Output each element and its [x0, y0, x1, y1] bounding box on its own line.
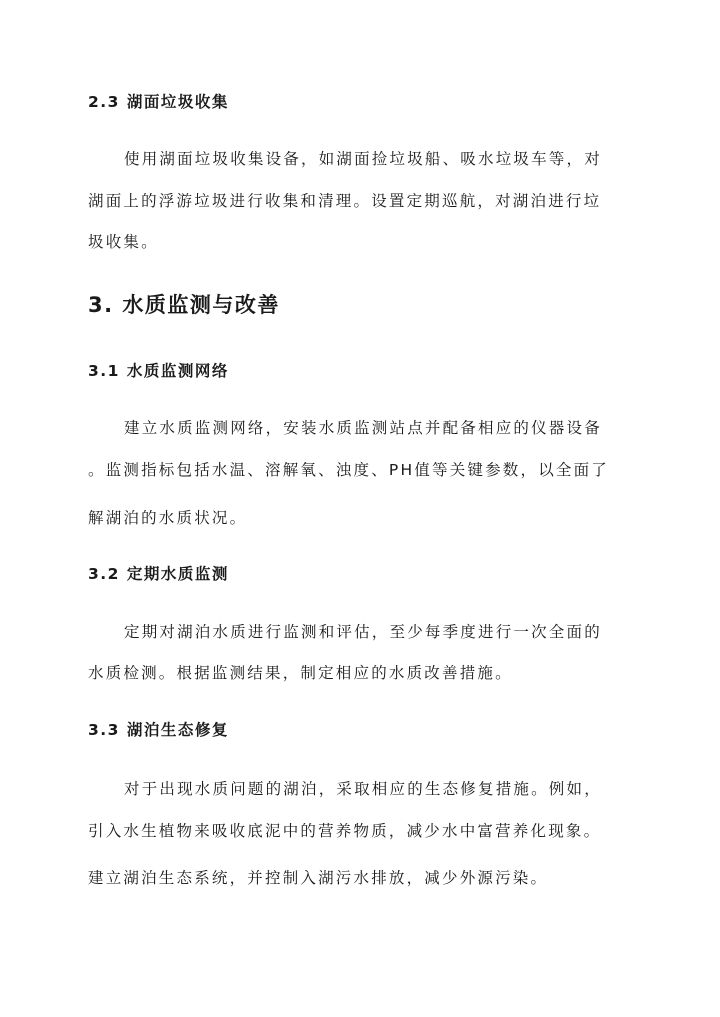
section-heading-3-3: 3.3 湖泊生态修复 — [88, 721, 229, 739]
section-heading-3: 3. 水质监测与改善 — [88, 293, 280, 317]
paragraph-line: 使用湖面垃圾收集设备，如湖面捡垃圾船、吸水垃圾车等，对 — [124, 150, 602, 168]
section-heading-3-1: 3.1 水质监测网络 — [88, 362, 229, 380]
paragraph-line: 建立水质监测网络，安装水质监测站点并配备相应的仪器设备 — [124, 419, 602, 437]
paragraph-line: 解湖泊的水质状况。 — [88, 509, 248, 527]
section-heading-2-3: 2.3 湖面垃圾收集 — [88, 93, 229, 111]
paragraph-line: 。监测指标包括水温、溶解氧、浊度、PH值等关键参数，以全面了 — [88, 461, 610, 479]
paragraph-line: 湖面上的浮游垃圾进行收集和清理。设置定期巡航，对湖泊进行垃 — [88, 192, 602, 210]
paragraph-line: 建立湖泊生态系统，并控制入湖污水排放，减少外源污染。 — [88, 869, 549, 887]
paragraph-line: 圾收集。 — [88, 233, 159, 251]
paragraph-line: 定期对湖泊水质进行监测和评估，至少每季度进行一次全面的 — [124, 623, 602, 641]
paragraph-line: 水质检测。根据监测结果，制定相应的水质改善措施。 — [88, 664, 513, 682]
section-heading-3-2: 3.2 定期水质监测 — [88, 565, 229, 583]
paragraph-line: 对于出现水质问题的湖泊，采取相应的生态修复措施。例如， — [124, 780, 602, 798]
paragraph-line: 引入水生植物来吸收底泥中的营养物质，减少水中富营养化现象。 — [88, 822, 602, 840]
